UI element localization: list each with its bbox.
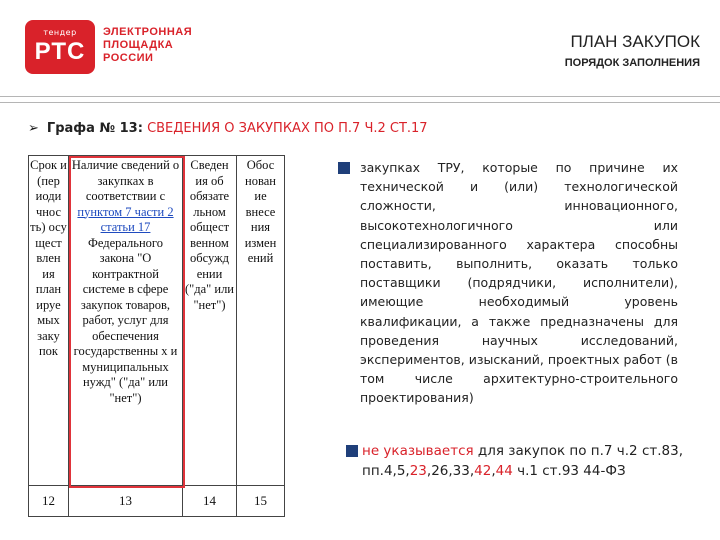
table-cell-col4: Обос нован ие внесе ния измен ений xyxy=(237,156,285,486)
bullet-2-part-d: ч.1 ст.93 44-ФЗ xyxy=(512,463,626,479)
logo-line-1: ЭЛЕКТРОННАЯ xyxy=(103,26,193,38)
bullet-2-part-b: ,26,33, xyxy=(426,463,475,479)
logo-small-text: тендер xyxy=(43,28,77,37)
bullet-2-n23: 23 xyxy=(409,463,427,479)
header-divider xyxy=(0,96,720,97)
bullet-2-part-c: , xyxy=(491,463,496,479)
bullet-item-2 xyxy=(346,441,706,481)
column-number-14: 14 xyxy=(183,486,237,517)
arrow-icon: ➢ xyxy=(28,121,39,136)
field-value: СВЕДЕНИЯ О ЗАКУПКАХ ПО П.7 Ч.2 СТ.17 xyxy=(147,121,428,136)
logo-line-3: РОССИИ xyxy=(103,52,154,64)
field-heading xyxy=(28,121,428,136)
logo-box xyxy=(25,20,95,74)
table-cell-col3: Сведен ия об обязате льном общест венном обсужд ении ("да" или "нет") xyxy=(183,156,237,486)
logo-big-text: РТС xyxy=(34,38,86,65)
page-title: ПЛАН ЗАКУПОК xyxy=(570,32,700,51)
logo-caption xyxy=(103,26,192,65)
law-article-link[interactable]: пунктом 7 части 2 статьи 17 xyxy=(77,204,174,234)
col2-text-b: Федерального закона "О контрактной системе в сфере закупок товаров, работ, услуг для обеспечения государственны х и муниципальных нужд" ("да" или "нет") xyxy=(73,235,178,405)
page-subtitle: ПОРЯДОК ЗАПОЛНЕНИЯ xyxy=(564,57,700,69)
logo-line-2: ПЛОЩАДКА xyxy=(103,39,174,51)
header-divider-2 xyxy=(0,102,720,103)
bullet-item-1 xyxy=(338,158,678,408)
checkbox-bullet-icon xyxy=(338,162,350,174)
bullet-1-text: закупках ТРУ, которые по причине их технической и (или) технологической сложности, инновационного, высокотехнологичного или специализированного характера способны поставить, выполнить, оказать только поставщики (подрядчики, исполнители), имеющие необходимый уровень квалификации, а также предназначены для проведения научных исследований, экспериментов, изысканий, проектных работ (в том числе архитектурно-строительного проектирования) xyxy=(360,160,678,406)
column-number-15: 15 xyxy=(237,486,285,517)
table-cell-col1: Срок и (пер иоди чнос ть) осу щест влен ия план ируе мых заку пок xyxy=(29,156,69,486)
bullet-2-part-a: для закупок по п.7 ч.2 ст.83, пп.4,5, xyxy=(362,443,683,479)
checkbox-bullet-icon xyxy=(346,445,358,457)
bullet-2-n42: 42 xyxy=(474,463,492,479)
col2-text-a: Наличие сведений о закупках в соответствии с xyxy=(71,158,180,203)
bullet-2-n44: 44 xyxy=(495,463,513,479)
bullet-2-text xyxy=(362,441,706,481)
column-13-highlight xyxy=(69,156,185,488)
field-label: Графа № 13: xyxy=(46,121,143,136)
bullet-2-red: не указывается xyxy=(362,443,474,459)
column-number-12: 12 xyxy=(29,486,69,517)
column-number-13: 13 xyxy=(69,486,183,517)
